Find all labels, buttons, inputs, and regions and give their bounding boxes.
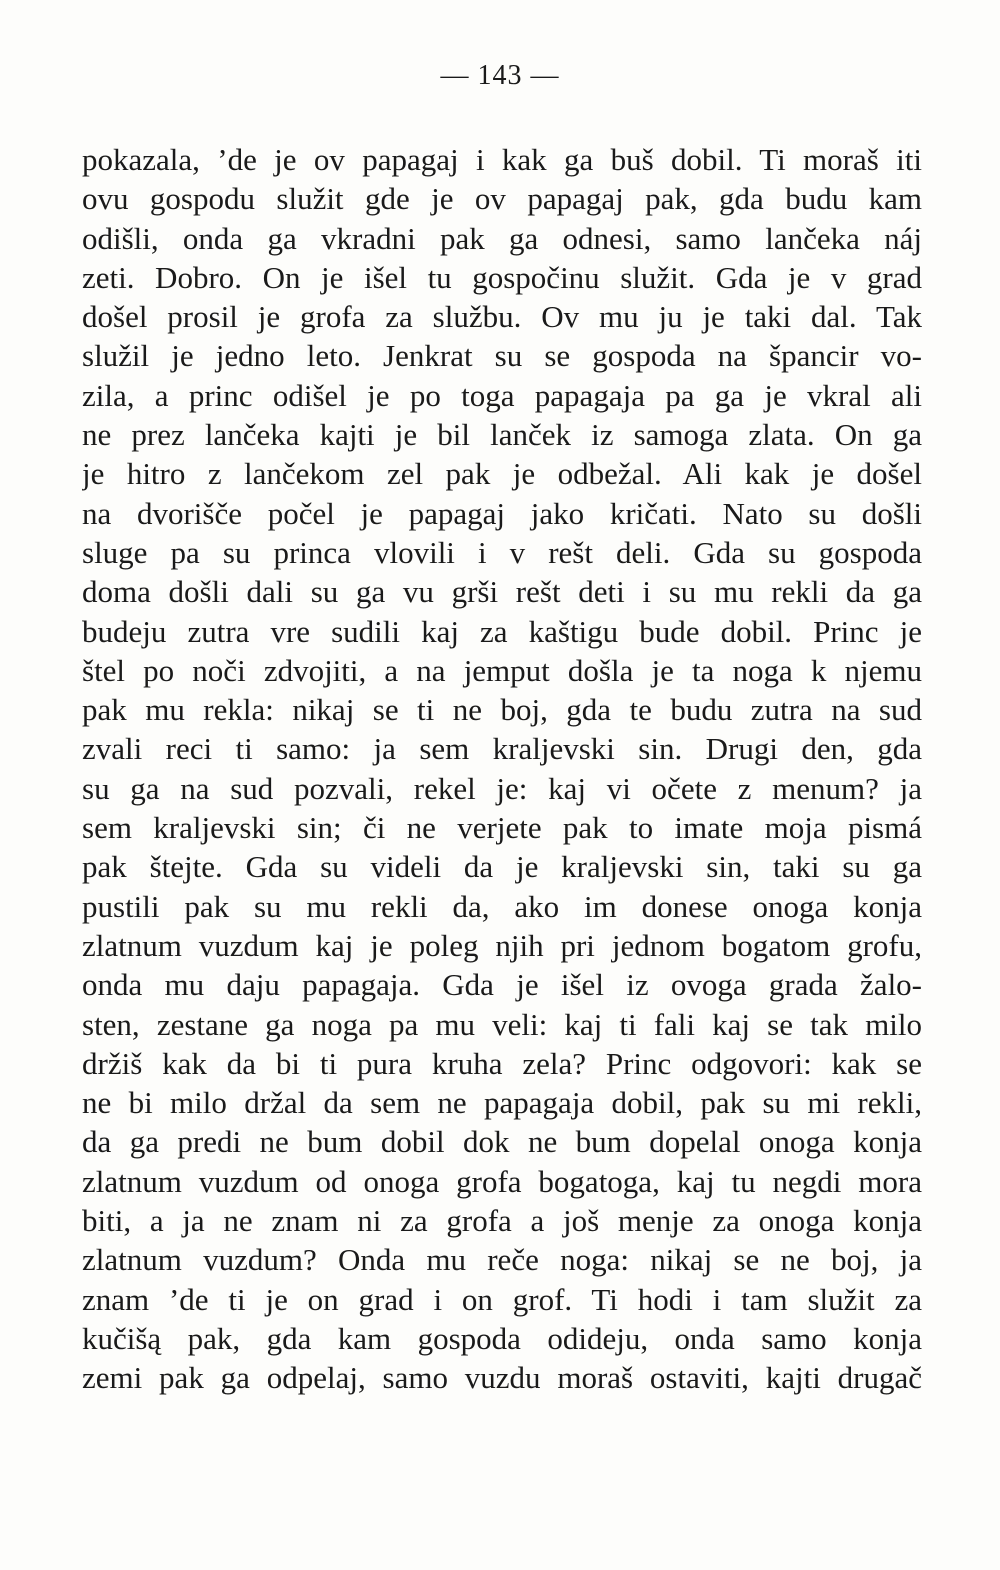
text-line: zila, a princ odišel je po toga papagaja pa ga je vkral ali — [82, 377, 922, 413]
text-line: sluge pa su princa vlovili i v rešt deli. Gda su gospoda — [82, 534, 922, 570]
text-line: zlatnum vuzdum? Onda mu reče noga: nikaj se ne boj, ja — [82, 1242, 922, 1278]
text-line: pustili pak su mu rekli da, ako im donese onoga konja — [82, 888, 922, 924]
text-line: zlatnum vuzdum kaj je poleg njih pri jednom bogatom grofu, — [82, 927, 922, 963]
text-line: zemi pak ga odpelaj, samo vuzdu moraš ostaviti, kajti drugač — [82, 1360, 922, 1396]
text-line: ne prez lančeka kajti je bil lanček iz samoga zlata. On ga — [82, 417, 922, 453]
text-line: sten, zestane ga noga pa mu veli: kaj ti fali kaj se tak milo — [82, 1006, 922, 1042]
body-text — [82, 140, 922, 1398]
text-line: na dvorišče počel je papagaj jako kričati. Nato su došli — [82, 495, 922, 531]
text-line: došel prosil je grofa za službu. Ov mu ju je taki dal. Tak — [82, 299, 922, 335]
text-line: pak štejte. Gda su videli da je kraljevski sin, taki su ga — [82, 849, 922, 885]
text-line: služil je jedno leto. Jenkrat su se gospoda na špancir vo- — [82, 338, 922, 374]
text-line: doma došli dali su ga vu grši rešt deti i su mu rekli da ga — [82, 574, 922, 610]
text-line: pak mu rekla: nikaj se ti ne boj, gda te budu zutra na sud — [82, 692, 922, 728]
text-line: budeju zutra vre sudili kaj za kaštigu bude dobil. Princ je — [82, 613, 922, 649]
text-line: sem kraljevski sin; či ne verjete pak to imate moja pismá — [82, 810, 922, 846]
text-line: su ga na sud pozvali, rekel je: kaj vi očete z menum? ja — [82, 770, 922, 806]
text-line: zeti. Dobro. On je išel tu gospočinu služit. Gda je v grad — [82, 259, 922, 295]
text-line: ovu gospodu služit gde je ov papagaj pak, gda budu kam — [82, 181, 922, 217]
text-line: je hitro z lančekom zel pak je odbežal. Ali kak je došel — [82, 456, 922, 492]
text-line: odišli, onda ga vkradni pak ga odnesi, samo lančeka náj — [82, 220, 922, 256]
text-line: da ga predi ne bum dobil dok ne bum dopelal onoga konja — [82, 1124, 922, 1160]
text-line: onda mu daju papagaja. Gda je išel iz ovoga grada žalo- — [82, 967, 922, 1003]
text-line: držiš kak da bi ti pura kruha zela? Princ odgovori: kak se — [82, 1045, 922, 1081]
text-line: pokazala, ’de je ov papagaj i kak ga buš dobil. Ti moraš iti — [82, 142, 922, 177]
text-line: štel po noči zdvojiti, a na jemput došla je ta noga k njemu — [82, 652, 922, 688]
text-line: zlatnum vuzdum od onoga grofa bogatoga, kaj tu negdi mora — [82, 1163, 922, 1199]
text-line: zvali reci ti samo: ja sem kraljevski sin. Drugi den, gda — [82, 731, 922, 767]
text-line: biti, a ja ne znam ni za grofa a još menje za onoga konja — [82, 1203, 922, 1239]
page-number: — 143 — — [440, 60, 560, 91]
text-line: ne bi milo držal da sem ne papagaja dobil, pak su mi rekli, — [82, 1085, 922, 1121]
text-line: kučišą pak, gda kam gospoda odideju, onda samo konja — [82, 1320, 922, 1356]
text-line: znam ’de ti je on grad i on grof. Ti hodi i tam služit za — [82, 1281, 922, 1317]
